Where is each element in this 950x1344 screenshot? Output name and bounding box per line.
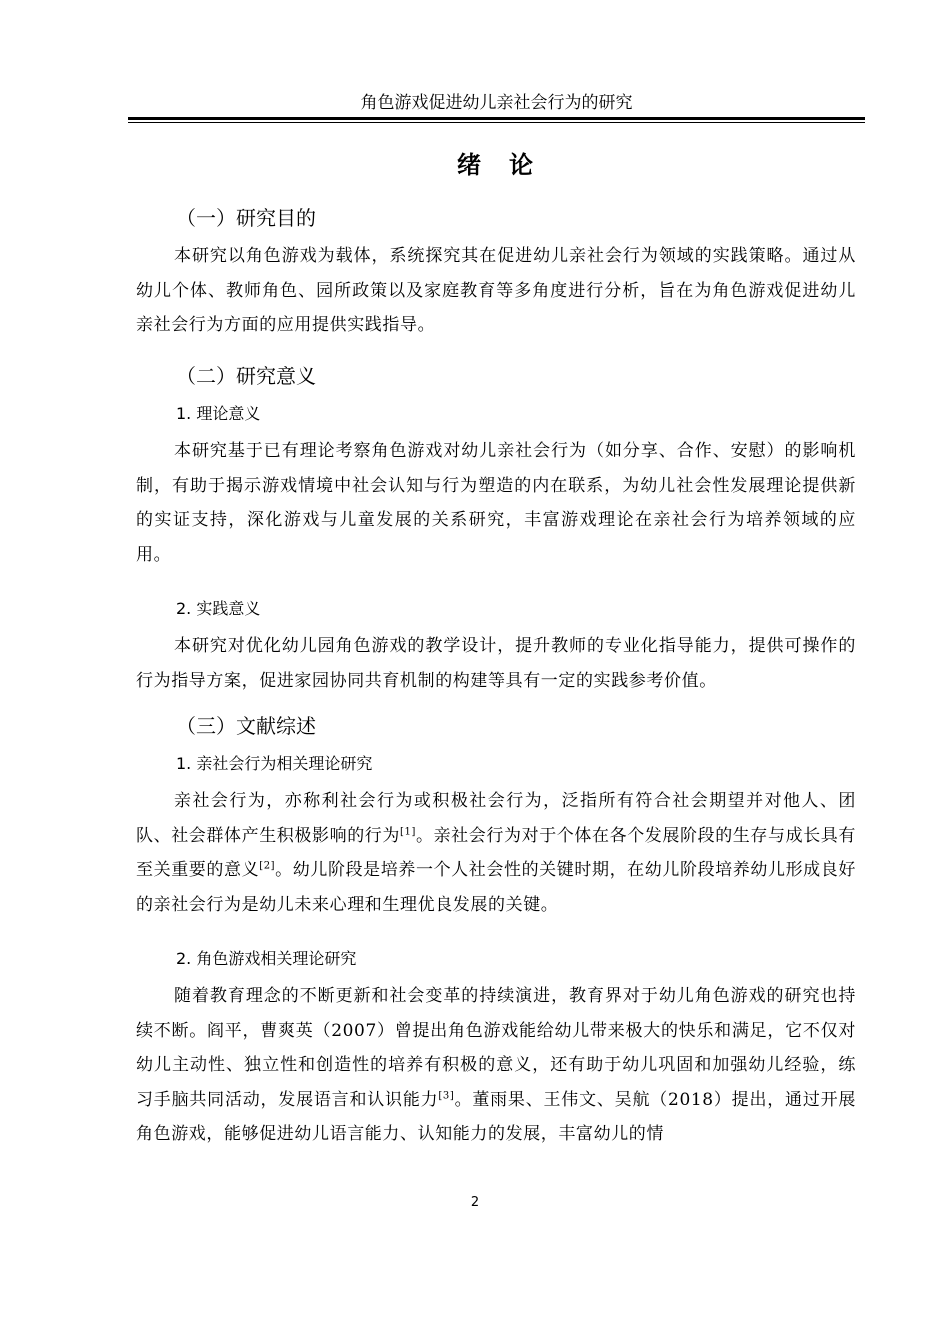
citation-ref: [2] — [259, 860, 276, 872]
chapter-title: 绪 论 — [457, 151, 535, 179]
subsection-heading-roleplay: 2. 角色游戏相关理论研究 — [176, 949, 357, 968]
citation-ref: [1] — [400, 825, 416, 837]
paragraph-purpose: 本研究以角色游戏为载体，系统探究其在促进幼儿亲社会行为领域的实践策略。通过从幼儿个体、教师角色、园所政策以及家庭教育等多角度进行分析，旨在为角色游戏促进幼儿亲社会行为方面的应用提供实践指导。 — [136, 246, 856, 335]
text-run: 。亲社会行为对于个体在各个发展阶段的生存与成长具有至关重要的意义 — [136, 825, 857, 880]
text-run: 随着教育理念的不断更新和社会变革的持续演进，教育界对于幼儿角色游戏的研究也持续不断。阎平，曹爽英（2007）曾提出角色游戏能给幼儿带来极大的快乐和满足，它不仅对幼儿主动性、独立性和创造性的培养有积极的意义，还有助于幼儿巩固和加强幼儿经验，练习手脑共同活动，发展语言和认识能力 — [136, 986, 856, 1110]
citation-ref: [3] — [438, 1089, 455, 1101]
paragraph-prosocial — [136, 784, 856, 922]
subsection-heading-practice: 2. 实践意义 — [176, 599, 261, 618]
text-run: 亲社会行为，亦称利社会行为或积极社会行为，泛指所有符合社会期望并对他人、团队、社会群体产生积极影响的行为 — [136, 791, 856, 846]
header-rule-thin — [128, 122, 865, 123]
section-heading-review: （三）文献综述 — [176, 714, 316, 738]
paragraph-theory: 本研究基于已有理论考察角色游戏对幼儿亲社会行为（如分享、合作、安慰）的影响机制，有助于揭示游戏情境中社会认知与行为塑造的内在联系，为幼儿社会性发展理论提供新的实证支持，深化游戏与儿童发展的关系研究，丰富游戏理论在亲社会行为培养领域的应用。 — [136, 441, 856, 565]
header-rule — [128, 117, 865, 120]
paragraph-practice: 本研究对优化幼儿园角色游戏的教学设计，提升教师的专业化指导能力，提供可操作的行为指导方案，促进家园协同共育机制的构建等具有一定的实践参考价值。 — [136, 636, 856, 691]
section-heading-significance: （二）研究意义 — [176, 364, 316, 388]
paragraph-roleplay — [136, 979, 856, 1152]
subsection-heading-theory: 1. 理论意义 — [176, 404, 261, 423]
subsection-heading-prosocial: 1. 亲社会行为相关理论研究 — [176, 754, 373, 773]
running-header: 角色游戏促进幼儿亲社会行为的研究 — [360, 93, 633, 113]
text-run: 。董雨果、王伟文、吴航（2018）提出，通过开展角色游戏，能够促进幼儿语言能力、认知能力的发展，丰富幼儿的情 — [136, 1089, 856, 1144]
text-run: 。幼儿阶段是培养一个人社会性的关键时期，在幼儿阶段培养幼儿形成良好的亲社会行为是幼儿未来心理和生理优良发展的关键。 — [136, 860, 856, 915]
page-number: 2 — [470, 1195, 480, 1210]
section-heading-purpose: （一）研究目的 — [176, 206, 316, 230]
